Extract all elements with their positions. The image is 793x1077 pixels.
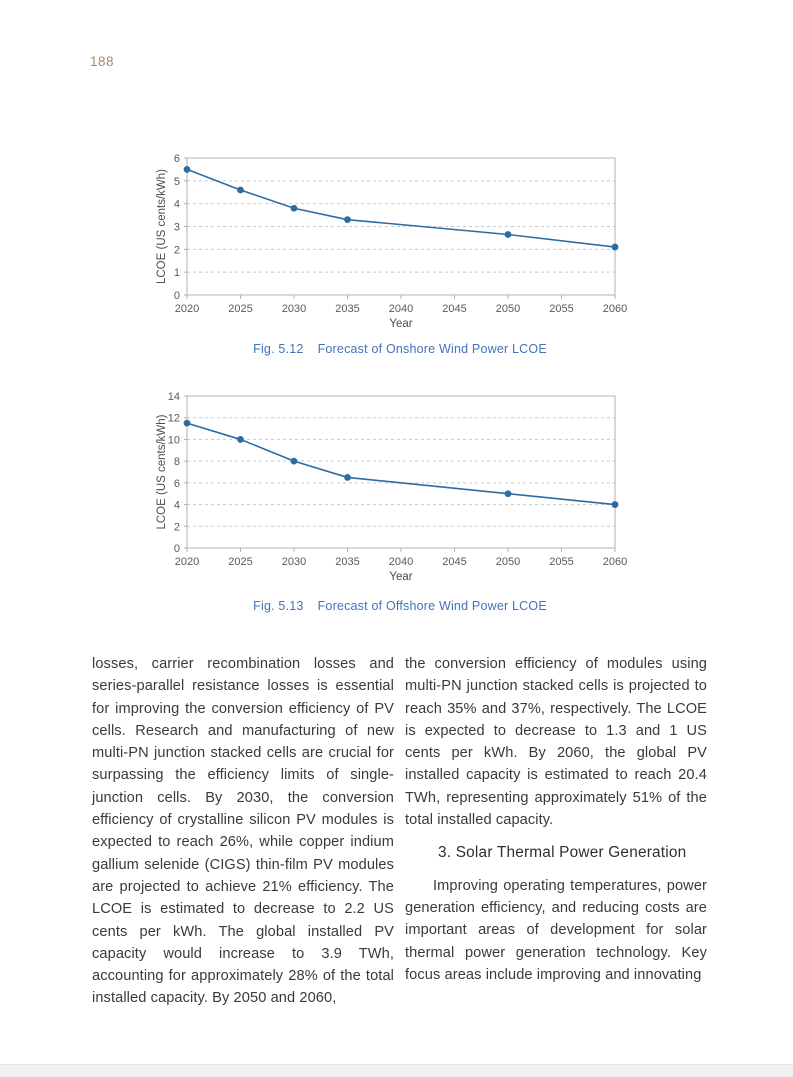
x-tick-label: 2040 xyxy=(388,556,414,568)
data-point-marker xyxy=(184,166,191,173)
plot-border xyxy=(187,158,615,295)
x-axis-label: Year xyxy=(389,571,413,583)
onshore-wind-lcoe-chart xyxy=(150,150,640,330)
data-point-marker xyxy=(291,205,298,212)
x-tick-label: 2020 xyxy=(174,303,200,315)
x-tick-label: 2045 xyxy=(442,556,467,568)
y-tick-label: 0 xyxy=(173,543,180,555)
y-tick-label: 1 xyxy=(173,267,180,280)
data-point-marker xyxy=(237,187,244,194)
y-tick-label: 10 xyxy=(167,434,180,447)
x-tick-label: 2050 xyxy=(495,303,521,315)
x-tick-label: 2060 xyxy=(602,556,628,568)
y-tick-label: 4 xyxy=(173,198,180,211)
data-point-marker xyxy=(291,458,298,465)
y-tick-label: 3 xyxy=(173,221,180,234)
paragraph: Improving operating temperatures, power generation efficiency, and reducing costs are important areas of development for solar thermal power generation technology. Key focus areas include improving and innovating xyxy=(405,877,707,983)
y-tick-label: 4 xyxy=(173,499,180,512)
data-line xyxy=(187,169,615,247)
body-text-right-column xyxy=(405,653,707,986)
figure-caption-5-12 xyxy=(90,342,710,356)
data-point-marker xyxy=(505,490,512,497)
y-tick-label: 6 xyxy=(173,477,180,490)
x-tick-label: 2055 xyxy=(549,556,574,568)
data-point-marker xyxy=(344,216,351,223)
figure-caption-text: Forecast of Onshore Wind Power LCOE xyxy=(317,342,547,356)
figure-caption-label: Fig. 5.13 xyxy=(253,599,304,613)
x-tick-label: 2030 xyxy=(281,303,307,315)
y-tick-label: 8 xyxy=(173,456,180,469)
figure-caption-5-13 xyxy=(90,599,710,613)
section-heading: 3. Solar Thermal Power Generation xyxy=(438,844,687,862)
y-tick-label: 12 xyxy=(167,412,180,425)
data-point-marker xyxy=(505,231,512,238)
y-axis-label: LCOE (US cents/kWh) xyxy=(156,168,168,285)
data-point-marker xyxy=(184,420,191,427)
x-tick-label: 2055 xyxy=(549,303,574,315)
page-number: 188 xyxy=(90,54,115,69)
x-tick-label: 2060 xyxy=(602,303,628,315)
x-tick-label: 2040 xyxy=(388,303,414,315)
offshore-wind-lcoe-chart xyxy=(150,388,640,584)
body-text-left-column xyxy=(92,653,394,1010)
data-point-marker xyxy=(612,244,619,251)
y-tick-label: 2 xyxy=(173,244,180,257)
y-tick-label: 2 xyxy=(173,521,180,534)
y-axis-label: LCOE (US cents/kWh) xyxy=(156,414,168,530)
figure-caption-text: Forecast of Offshore Wind Power LCOE xyxy=(317,599,547,613)
x-tick-label: 2045 xyxy=(442,303,467,315)
plot-border xyxy=(187,396,615,548)
y-tick-label: 6 xyxy=(173,153,180,165)
paragraph: the conversion efficiency of modules using multi-PN junction stacked cells is projected to reach 35% and 37%, respectively. The LCOE is expected to decrease to 1.3 and 1 US cents per kWh. By 2060, the global PV installed capacity is estimated to reach 20.4 TWh, representing approximately 51% of the total installed capacity. xyxy=(405,656,707,829)
page-bottom-edge xyxy=(0,1064,793,1077)
y-tick-label: 14 xyxy=(167,391,180,403)
y-tick-label: 5 xyxy=(173,175,180,188)
x-tick-label: 2020 xyxy=(174,556,200,568)
y-tick-label: 0 xyxy=(173,290,180,302)
data-point-marker xyxy=(237,436,244,443)
data-point-marker xyxy=(344,474,351,481)
x-tick-label: 2050 xyxy=(495,556,521,568)
figure-caption-label: Fig. 5.12 xyxy=(253,342,304,356)
x-tick-label: 2035 xyxy=(335,556,360,568)
data-line xyxy=(187,423,615,504)
paragraph: losses, carrier recombination losses and series-parallel resistance losses is essential for improving the conversion efficiency of PV cells. Research and manufacturing of new multi-PN junction stacked cells are crucial for surpassing the efficiency limits of single-junction cells. By 2030, the conversion efficiency of crystalline silicon PV modules is expected to reach 26%, while copper indium gallium selenide (CIGS) thin-film PV modules are projected to achieve 21% efficiency. The LCOE is estimated to decrease to 2.2 US cents per kWh. The global installed PV capacity would increase to 3.9 TWh, accounting for approximately 28% of the total installed capacity. By 2050 and 2060, xyxy=(92,656,394,1007)
x-tick-label: 2030 xyxy=(281,556,307,568)
x-tick-label: 2035 xyxy=(335,303,360,315)
x-axis-label: Year xyxy=(389,318,413,330)
x-tick-label: 2025 xyxy=(228,303,253,315)
x-tick-label: 2025 xyxy=(228,556,253,568)
data-point-marker xyxy=(612,501,619,508)
